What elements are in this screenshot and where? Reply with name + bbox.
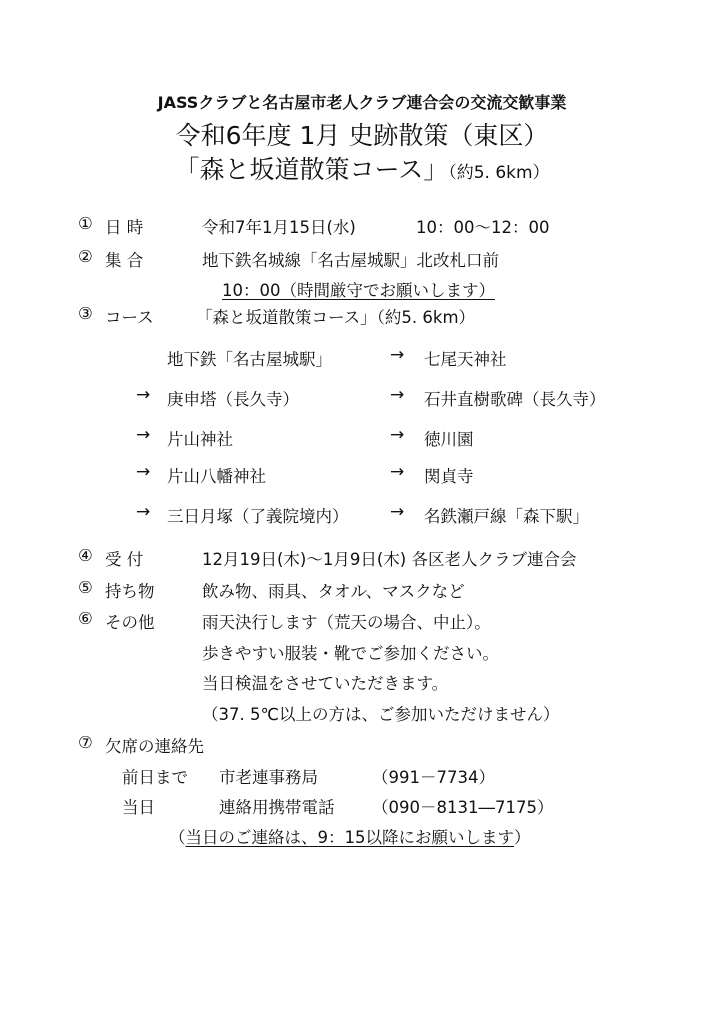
item-label-bring: 持ち物: [105, 582, 155, 601]
contact-day-phone: （090－8131―7175）: [372, 798, 554, 817]
event-title: 令和6年度 1月 史跡散策（東区）: [175, 121, 549, 150]
note-text: 当日のご連絡は、9：15以降にお願いします: [185, 828, 514, 847]
item-number-date: ①: [78, 214, 93, 233]
route-stop: 徳川園: [424, 430, 474, 449]
contact-before-office: 市老連事務局: [219, 768, 318, 787]
route-stop: 地下鉄「名古屋城駅」: [167, 350, 332, 369]
route-stop: 片山神社: [167, 430, 233, 449]
event-time: 10：00～12：00: [416, 218, 550, 237]
course-title-distance: （約5. 6km）: [448, 163, 550, 183]
item-label-date: 日 時: [105, 218, 144, 237]
item-label-reception: 受 付: [105, 550, 144, 569]
other-note: （37. 5℃以上の方は、ご参加いただけません）: [202, 705, 560, 724]
route-stop: 名鉄瀬戸線「森下駅」: [424, 507, 589, 526]
meeting-time-note: 10：00（時間厳守でお願いします）: [222, 281, 495, 300]
item-number-course: ③: [78, 304, 93, 323]
other-note: 雨天決行します（荒天の場合、中止）。: [202, 613, 491, 632]
items-to-bring: 飲み物、雨具、タオル、マスクなど: [202, 582, 465, 601]
route-stop: 石井直樹歌碑（長久寺）: [424, 390, 606, 409]
meeting-place: 地下鉄名城線「名古屋城駅」北改札口前: [202, 251, 499, 270]
note-bracket-close: ）: [514, 828, 531, 847]
route-stop: 三日月塚（了義院境内）: [167, 507, 349, 526]
right-arrow-icon: →: [390, 385, 405, 405]
right-arrow-icon: →: [390, 462, 405, 482]
right-arrow-icon: →: [390, 502, 405, 522]
other-note: 歩きやすい服装・靴でご参加ください。: [202, 644, 499, 663]
route-stop: 片山八幡神社: [167, 467, 266, 486]
right-arrow-icon: →: [136, 425, 151, 445]
contact-day-mobile: 連絡用携帯電話: [219, 798, 335, 817]
item-number-reception: ④: [78, 546, 93, 565]
right-arrow-icon: →: [136, 385, 151, 405]
route-stop: 七尾天神社: [424, 350, 507, 369]
note-bracket-open: （: [169, 828, 186, 847]
contact-day-label: 当日: [122, 798, 155, 817]
item-number-meet: ②: [78, 247, 93, 266]
item-label-other: その他: [105, 613, 155, 632]
contact-before-label: 前日まで: [122, 768, 188, 787]
item-label-meet: 集 合: [105, 251, 144, 270]
other-note: 当日検温をさせていただきます。: [202, 674, 449, 693]
item-label-course: コース: [105, 308, 154, 327]
item-number-absence: ⑦: [78, 733, 93, 752]
same-day-contact-note: [169, 824, 531, 848]
right-arrow-icon: →: [390, 425, 405, 445]
course-title-main: 「森と坂道散策コース」: [174, 155, 449, 184]
item-label-absence: 欠席の連絡先: [105, 737, 204, 756]
right-arrow-icon: →: [390, 345, 405, 365]
route-stop: 関貞寺: [424, 467, 474, 486]
right-arrow-icon: →: [136, 502, 151, 522]
course-name: 「森と坂道散策コース」（約5. 6km）: [196, 308, 476, 327]
right-arrow-icon: →: [136, 462, 151, 482]
item-number-other: ⑥: [78, 609, 93, 628]
item-number-bring: ⑤: [78, 578, 93, 597]
contact-before-phone: （991－7734）: [372, 768, 495, 787]
route-stop: 庚申塔（長久寺）: [167, 390, 299, 409]
reception-period: 12月19日(木)～1月9日(木) 各区老人クラブ連合会: [202, 550, 577, 569]
event-date: 令和7年1月15日(水): [202, 218, 356, 237]
event-subtitle: JASSクラブと名古屋市老人クラブ連合会の交流交歓事業: [157, 93, 567, 112]
course-title: [0, 150, 724, 186]
